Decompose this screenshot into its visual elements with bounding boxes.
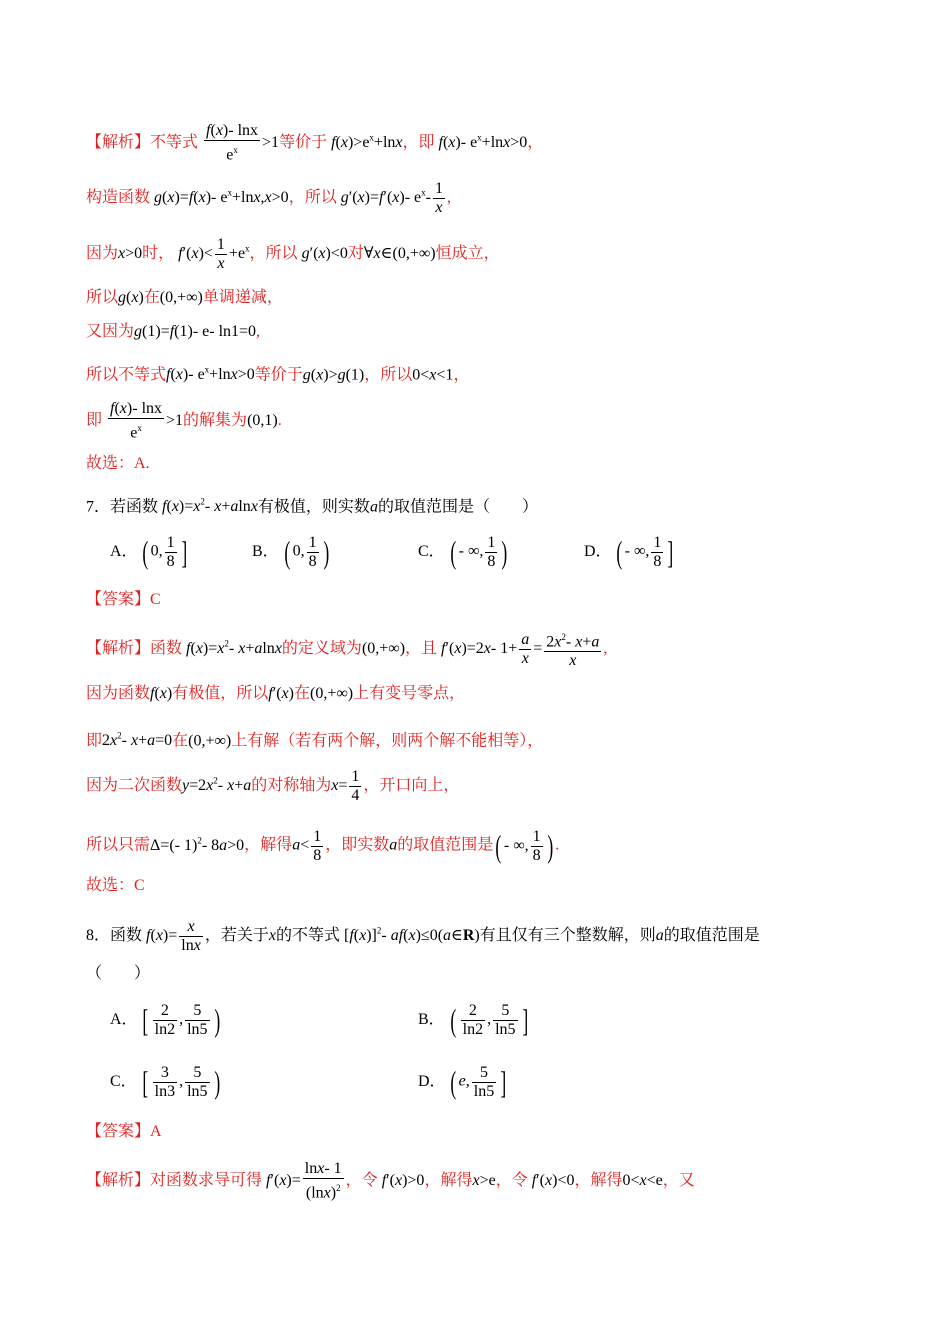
p6-line-7: 即 $\frac{f(x)- \ln x}{e^x}$ >1的解集为(0,1). [86,400,282,442]
p6-line-5: 又因为g(1)=f(1)- e- ln1=0, [86,323,261,340]
p6-line-2: 构造函数 g(x)=f(x)- $e^x+\ln x,x>0$，所以 g′(x)=f′(x)- $e^x-$ $\frac{1}{x}$ , [86,180,451,216]
fraction: $\frac{f(x)- \ln x}{e^x}$ [110,400,163,442]
q7-option-a[interactable]: A． ( 0, $\frac{1}{8}$ ] [110,533,187,570]
q8-option-c[interactable]: C． [ $\frac{3}{\ln 3}$ , $\frac{5}{\ln 5}$ ) [110,1063,220,1100]
q7-choice: 故选：C [86,877,145,894]
q8-option-b[interactable]: B． ( $\frac{2}{\ln 2}$ , $\frac{5}{\ln 5}$ ] [418,1001,528,1038]
p6-line-6: 所以不等式f(x)- $e^x+\ln x>0$等价于g(x)>g(1)，所以0<x<1， [86,365,470,384]
q8-answer: 【答案】A [86,1123,162,1140]
fraction: $\frac{1}{x}$ [216,236,225,272]
q7-exp-3: 即$2x^2-$ x+a=0在(0,+∞)上有解（若有两个解，则两个解不能相等）， [86,731,544,750]
q8-option-d[interactable]: D． ( e, $\frac{5}{\ln 5}$ ] [418,1063,507,1100]
p6-line-1: 【解析】不等式 $\frac{f(x)- \ln x}{e^x}$ >1等价于 $f(x)>e^x+\ln x$，即 f(x)- $e^x+\ln x>0$， [86,122,544,164]
q7-exp-4: 因为二次函数$y=2x^2-$ x+a的对称轴为x= $\frac{1}{4}$ ，开口向上， [86,768,460,804]
p6-choice: 故选：A. [86,455,150,472]
p6-line-3: 因为x>0时， f′(x)< $\frac{1}{x}$ $+e^x$，所以 g′(x)<0对∀x∈(0,+∞)恒成立， [86,236,500,272]
q7-answer: 【答案】C [86,591,161,608]
q8-stem: 8．函数 f(x)= $\frac{x}{\ln x}$ ，若关于x的不等式 $[f(x)]^2-$ af(x)≤0(a∈R)有且仅有三个整数解，则a的取值范围是 [86,918,760,954]
q7-option-d[interactable]: D． ( - ∞, $\frac{1}{8}$ ] [584,533,674,570]
q8-option-a[interactable]: A． [ $\frac{2}{\ln 2}$ , $\frac{5}{\ln 5}$ ) [110,1001,220,1038]
p6-line-4: 所以g(x)在(0,+∞)单调递减， [86,289,283,306]
fraction: $\frac{f(x)- \ln x}{e^x}$ [206,122,259,164]
q8-paren: （ ） [86,965,151,982]
q8-exp-1: 【解析】对函数求导可得 f′(x)= $\frac{\ln x- 1}{(\ln x)^2}$ ，令 f′(x)>0，解得x>e，令 f′(x)<0，解得0<x<e，又 [86,1160,695,1202]
q7-option-b[interactable]: B． ( 0, $\frac{1}{8}$ ) [252,533,329,570]
q7-option-c[interactable]: C． ( - ∞, $\frac{1}{8}$ ) [418,533,508,570]
fraction: $\frac{1}{x}$ [434,180,443,216]
q7-exp-2: 因为函数f(x)有极值，所以f′(x)在(0,+∞)上有变号零点， [86,685,466,702]
jiexi-tag: 【解析】 [86,133,151,151]
q7-stem: 7．若函数 $f(x)=x^2-$ x+alnx有极值，则实数a的取值范围是（ ） [86,497,538,516]
q7-exp-1: 【解析】函数 $f(x)=x^2-$ x+alnx的定义域为(0,+∞)，且 f′(x)=2x- 1+ $\frac{a}{x}$ = $\frac{2x^2- x+a}{x}$ , [86,628,607,670]
q7-exp-5: 所以只需Δ=(- 1)$^2$- 8a>0，解得a< $\frac{1}{8}$ ，即实数a的取值范围是( - ∞, $\frac{1}{8}$ ) . [86,827,560,864]
